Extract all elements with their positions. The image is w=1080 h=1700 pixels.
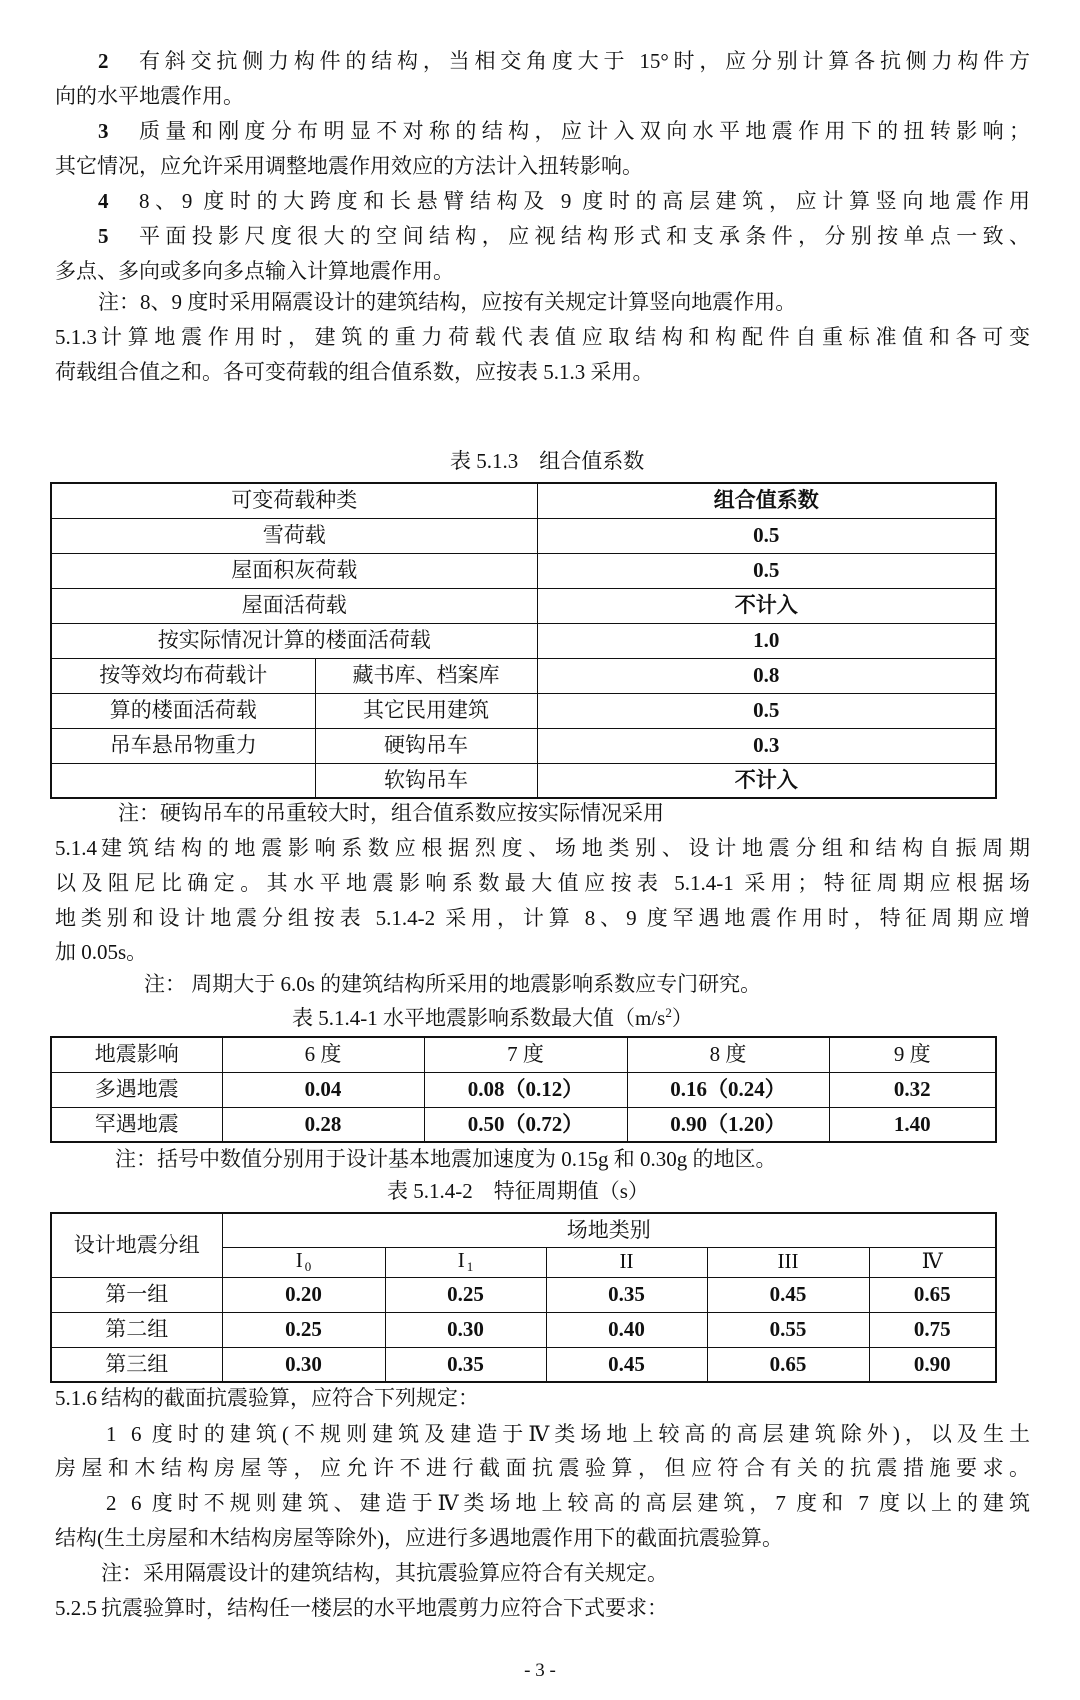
cell-load-group: 算的楼面活荷载 (51, 693, 315, 728)
cell-load-subtype: 软钩吊车 (315, 763, 537, 798)
clause-number: 5.1.3 (55, 325, 97, 349)
item-3-line-2: 其它情况，应允许采用调整地震作用效应的方法计入扭转影响。 (55, 154, 643, 178)
header-coefficient: 组合值系数 (537, 483, 996, 518)
header-site-class-i1 (385, 1247, 546, 1277)
header-site-class: 场地类别 (222, 1213, 996, 1247)
table-5-1-3-note: 注：硬钩吊车的吊重较大时，组合值系数应按实际情况采用 (118, 801, 664, 825)
page-number: - 3 - (524, 1660, 556, 1681)
table-row (51, 553, 996, 588)
caption-end: ） (671, 1006, 693, 1030)
table-header-row (51, 483, 996, 518)
header-site-class-iii: III (707, 1247, 869, 1277)
cell-coefficient: 0.8 (537, 658, 996, 693)
cell-value: 1.40 (829, 1107, 996, 1142)
header-intensity-8: 8 度 (627, 1037, 829, 1072)
cell-value: 0.50（0.72） (424, 1107, 627, 1142)
header-load-type: 可变荷载种类 (51, 483, 537, 518)
table-row (51, 728, 996, 763)
item-3-line-1 (98, 114, 1030, 149)
cell-load-type: 雪荷载 (51, 518, 537, 553)
table-5-1-4-1 (50, 1036, 997, 1143)
header-site-class-i0 (222, 1247, 385, 1277)
clause-number: 5.2.5 (55, 1596, 97, 1620)
cell-load-group: 按等效均布荷载计 (51, 658, 315, 693)
header-design-group: 设计地震分组 (51, 1213, 222, 1277)
clause-5-1-4-line-4: 加 0.05s。 (55, 940, 148, 964)
cell-value: 0.04 (222, 1072, 424, 1107)
cell-load-type: 按实际情况计算的楼面活荷载 (51, 623, 537, 658)
cell-value: 0.30 (222, 1347, 385, 1382)
clause-5-1-6-line-1 (55, 1381, 1030, 1416)
table-header-row (51, 1213, 996, 1247)
clause-5-1-6-item-1-line-2: 房屋和木结构房屋等，应允许不进行截面抗震验算，但应符合有关的抗震措施要求。 (55, 1456, 1030, 1480)
table-5-1-4-2-caption: 表 5.1.4-2 特征周期值（s） (387, 1179, 649, 1203)
table-5-1-3-caption: 表 5.1.3 组合值系数 (450, 449, 645, 473)
header-site-class-ii: II (546, 1247, 707, 1277)
cell-value: 0.28 (222, 1107, 424, 1142)
cell-value: 0.30 (385, 1312, 546, 1347)
clause-5-1-6-text: 结构的截面抗震验算，应符合下列规定： (101, 1386, 479, 1410)
cell-value: 0.55 (707, 1312, 869, 1347)
cell-value: 0.65 (707, 1347, 869, 1382)
cell-value: 0.45 (546, 1347, 707, 1382)
item-5-line-2: 多点、多向或多向多点输入计算地震作用。 (55, 259, 454, 283)
cell-value: 0.32 (829, 1072, 996, 1107)
cell-value: 0.35 (385, 1347, 546, 1382)
table-5-1-3 (50, 482, 997, 799)
table-row (51, 658, 996, 693)
site-class-label: I (295, 1248, 303, 1273)
table-row (51, 1107, 996, 1142)
table-row (51, 1312, 996, 1347)
item-3-text: 质量和刚度分布明显不对称的结构，应计入双向水平地震作用下的扭转影响； (139, 119, 1030, 143)
table-5-1-4-1-note: 注：括号中数值分别用于设计基本地震加速度为 0.15g 和 0.30g 的地区。 (115, 1147, 777, 1171)
clause-5-1-6-note: 注：采用隔震设计的建筑结构，其抗震验算应符合有关规定。 (101, 1561, 668, 1585)
cell-load-subtype: 藏书库、档案库 (315, 658, 537, 693)
cell-coefficient: 0.5 (537, 518, 996, 553)
cell-coefficient: 1.0 (537, 623, 996, 658)
clause-5-1-6-item-1-line-1 (106, 1417, 1030, 1452)
table-row (51, 1072, 996, 1107)
item-number: 2 (98, 49, 109, 73)
cell-value: 0.75 (869, 1312, 996, 1347)
item-number: 4 (98, 189, 109, 213)
clause-5-1-3-line-1 (55, 320, 1030, 355)
item-number: 1 (106, 1422, 117, 1446)
cell-coefficient: 不计入 (537, 588, 996, 623)
cell-load-subtype: 硬钩吊车 (315, 728, 537, 763)
clause-5-1-6-item-2-line-2: 结构(生土房屋和木结构房屋等除外)，应进行多遇地震作用下的截面抗震验算。 (55, 1526, 783, 1550)
item-2-line-1 (98, 44, 1030, 79)
table-row (51, 763, 996, 798)
table-5-1-4-2 (50, 1212, 997, 1383)
cell-value: 0.20 (222, 1277, 385, 1312)
table-row (51, 588, 996, 623)
cell-load-subtype: 其它民用建筑 (315, 693, 537, 728)
cell-coefficient: 0.5 (537, 553, 996, 588)
site-class-subscript: 0 (304, 1259, 312, 1275)
table-header-row (51, 1037, 996, 1072)
cell-value: 0.40 (546, 1312, 707, 1347)
cell-row-label: 多遇地震 (51, 1072, 222, 1107)
cell-value: 0.25 (222, 1312, 385, 1347)
item-2-line-2: 向的水平地震作用。 (55, 84, 244, 108)
header-intensity-7: 7 度 (424, 1037, 627, 1072)
cell-row-label: 第三组 (51, 1347, 222, 1382)
cell-value: 0.16（0.24） (627, 1072, 829, 1107)
clause-5-2-5-line-1 (55, 1591, 1030, 1626)
clause-5-1-6-item-1-text: 6 度时的建筑(不规则建筑及建造于Ⅳ类场地上较高的高层建筑除外)，以及生土 (131, 1422, 1030, 1446)
cell-coefficient: 不计入 (537, 763, 996, 798)
cell-load-type: 屋面活荷载 (51, 588, 537, 623)
clause-5-1-3-line-2: 荷载组合值之和。各可变荷载的组合值系数，应按表 5.1.3 采用。 (55, 360, 654, 384)
table-row (51, 1347, 996, 1382)
cell-load-group: 吊车悬吊物重力 (51, 728, 315, 763)
cell-value: 0.35 (546, 1277, 707, 1312)
cell-row-label: 第二组 (51, 1312, 222, 1347)
cell-load-type: 屋面积灰荷载 (51, 553, 537, 588)
clause-5-2-5-text: 抗震验算时，结构任一楼层的水平地震剪力应符合下式要求： (101, 1596, 668, 1620)
clause-5-1-4-note: 注： 周期大于 6.0s 的建筑结构所采用的地震影响系数应专门研究。 (144, 972, 762, 996)
site-class-label: I (457, 1248, 465, 1273)
cell-load-group-empty (51, 763, 315, 798)
table-5-1-4-1-caption (292, 1003, 693, 1033)
header-intensity-6: 6 度 (222, 1037, 424, 1072)
header-site-class-iv: Ⅳ (869, 1247, 996, 1277)
cell-row-label: 罕遇地震 (51, 1107, 222, 1142)
item-number: 5 (98, 224, 109, 248)
clause-5-1-4-line-1 (55, 831, 1030, 866)
clause-5-1-4-line-2: 以及阻尼比确定。其水平地震影响系数最大值应按表 5.1.4-1 采用；特征周期应根据场 (55, 871, 1030, 895)
item-4-line-1 (98, 184, 1030, 219)
item-5-line-1 (98, 219, 1030, 254)
clause-5-1-6-item-2-line-1 (106, 1486, 1030, 1521)
caption-superscript: 2 (665, 1005, 672, 1020)
site-class-subscript: 1 (466, 1259, 474, 1275)
clause-number: 5.1.6 (55, 1386, 97, 1410)
table-row (51, 693, 996, 728)
clause-5-1-3-text: 计算地震作用时，建筑的重力荷载代表值应取结构和构配件自重标准值和各可变 (101, 325, 1030, 349)
table-row (51, 623, 996, 658)
cell-value: 0.65 (869, 1277, 996, 1312)
note-vertical-seismic: 注：8、9 度时采用隔震设计的建筑结构，应按有关规定计算竖向地震作用。 (98, 290, 797, 314)
cell-value: 0.45 (707, 1277, 869, 1312)
header-intensity-9: 9 度 (829, 1037, 996, 1072)
cell-coefficient: 0.3 (537, 728, 996, 763)
item-5-text: 平面投影尺度很大的空间结构，应视结构形式和支承条件，分别按单点一致、 (139, 224, 1030, 248)
cell-row-label: 第一组 (51, 1277, 222, 1312)
header-seismic-effect: 地震影响 (51, 1037, 222, 1072)
clause-5-1-4-text: 建筑结构的地震影响系数应根据烈度、场地类别、设计地震分组和结构自振周期 (101, 836, 1030, 860)
clause-number: 5.1.4 (55, 836, 97, 860)
table-row (51, 518, 996, 553)
item-2-text: 有斜交抗侧力构件的结构，当相交角度大于 15°时，应分别计算各抗侧力构件方 (139, 49, 1030, 73)
cell-value: 0.08（0.12） (424, 1072, 627, 1107)
cell-coefficient: 0.5 (537, 693, 996, 728)
cell-value: 0.90（1.20） (627, 1107, 829, 1142)
caption-text: 表 5.1.4-1 水平地震影响系数最大值（m/s (292, 1006, 666, 1030)
clause-5-1-6-item-2-text: 6 度时不规则建筑、建造于Ⅳ类场地上较高的高层建筑，7 度和 7 度以上的建筑 (131, 1491, 1030, 1515)
table-row (51, 1277, 996, 1312)
item-number: 2 (106, 1491, 117, 1515)
clause-5-1-4-line-3: 地类别和设计地震分组按表 5.1.4-2 采用，计算 8、9 度罕遇地震作用时，特征周期应增 (55, 906, 1030, 930)
item-4-text: 8、9 度时的大跨度和长悬臂结构及 9 度时的高层建筑，应计算竖向地震作用 (139, 189, 1030, 213)
item-number: 3 (98, 119, 109, 143)
cell-value: 0.90 (869, 1347, 996, 1382)
cell-value: 0.25 (385, 1277, 546, 1312)
